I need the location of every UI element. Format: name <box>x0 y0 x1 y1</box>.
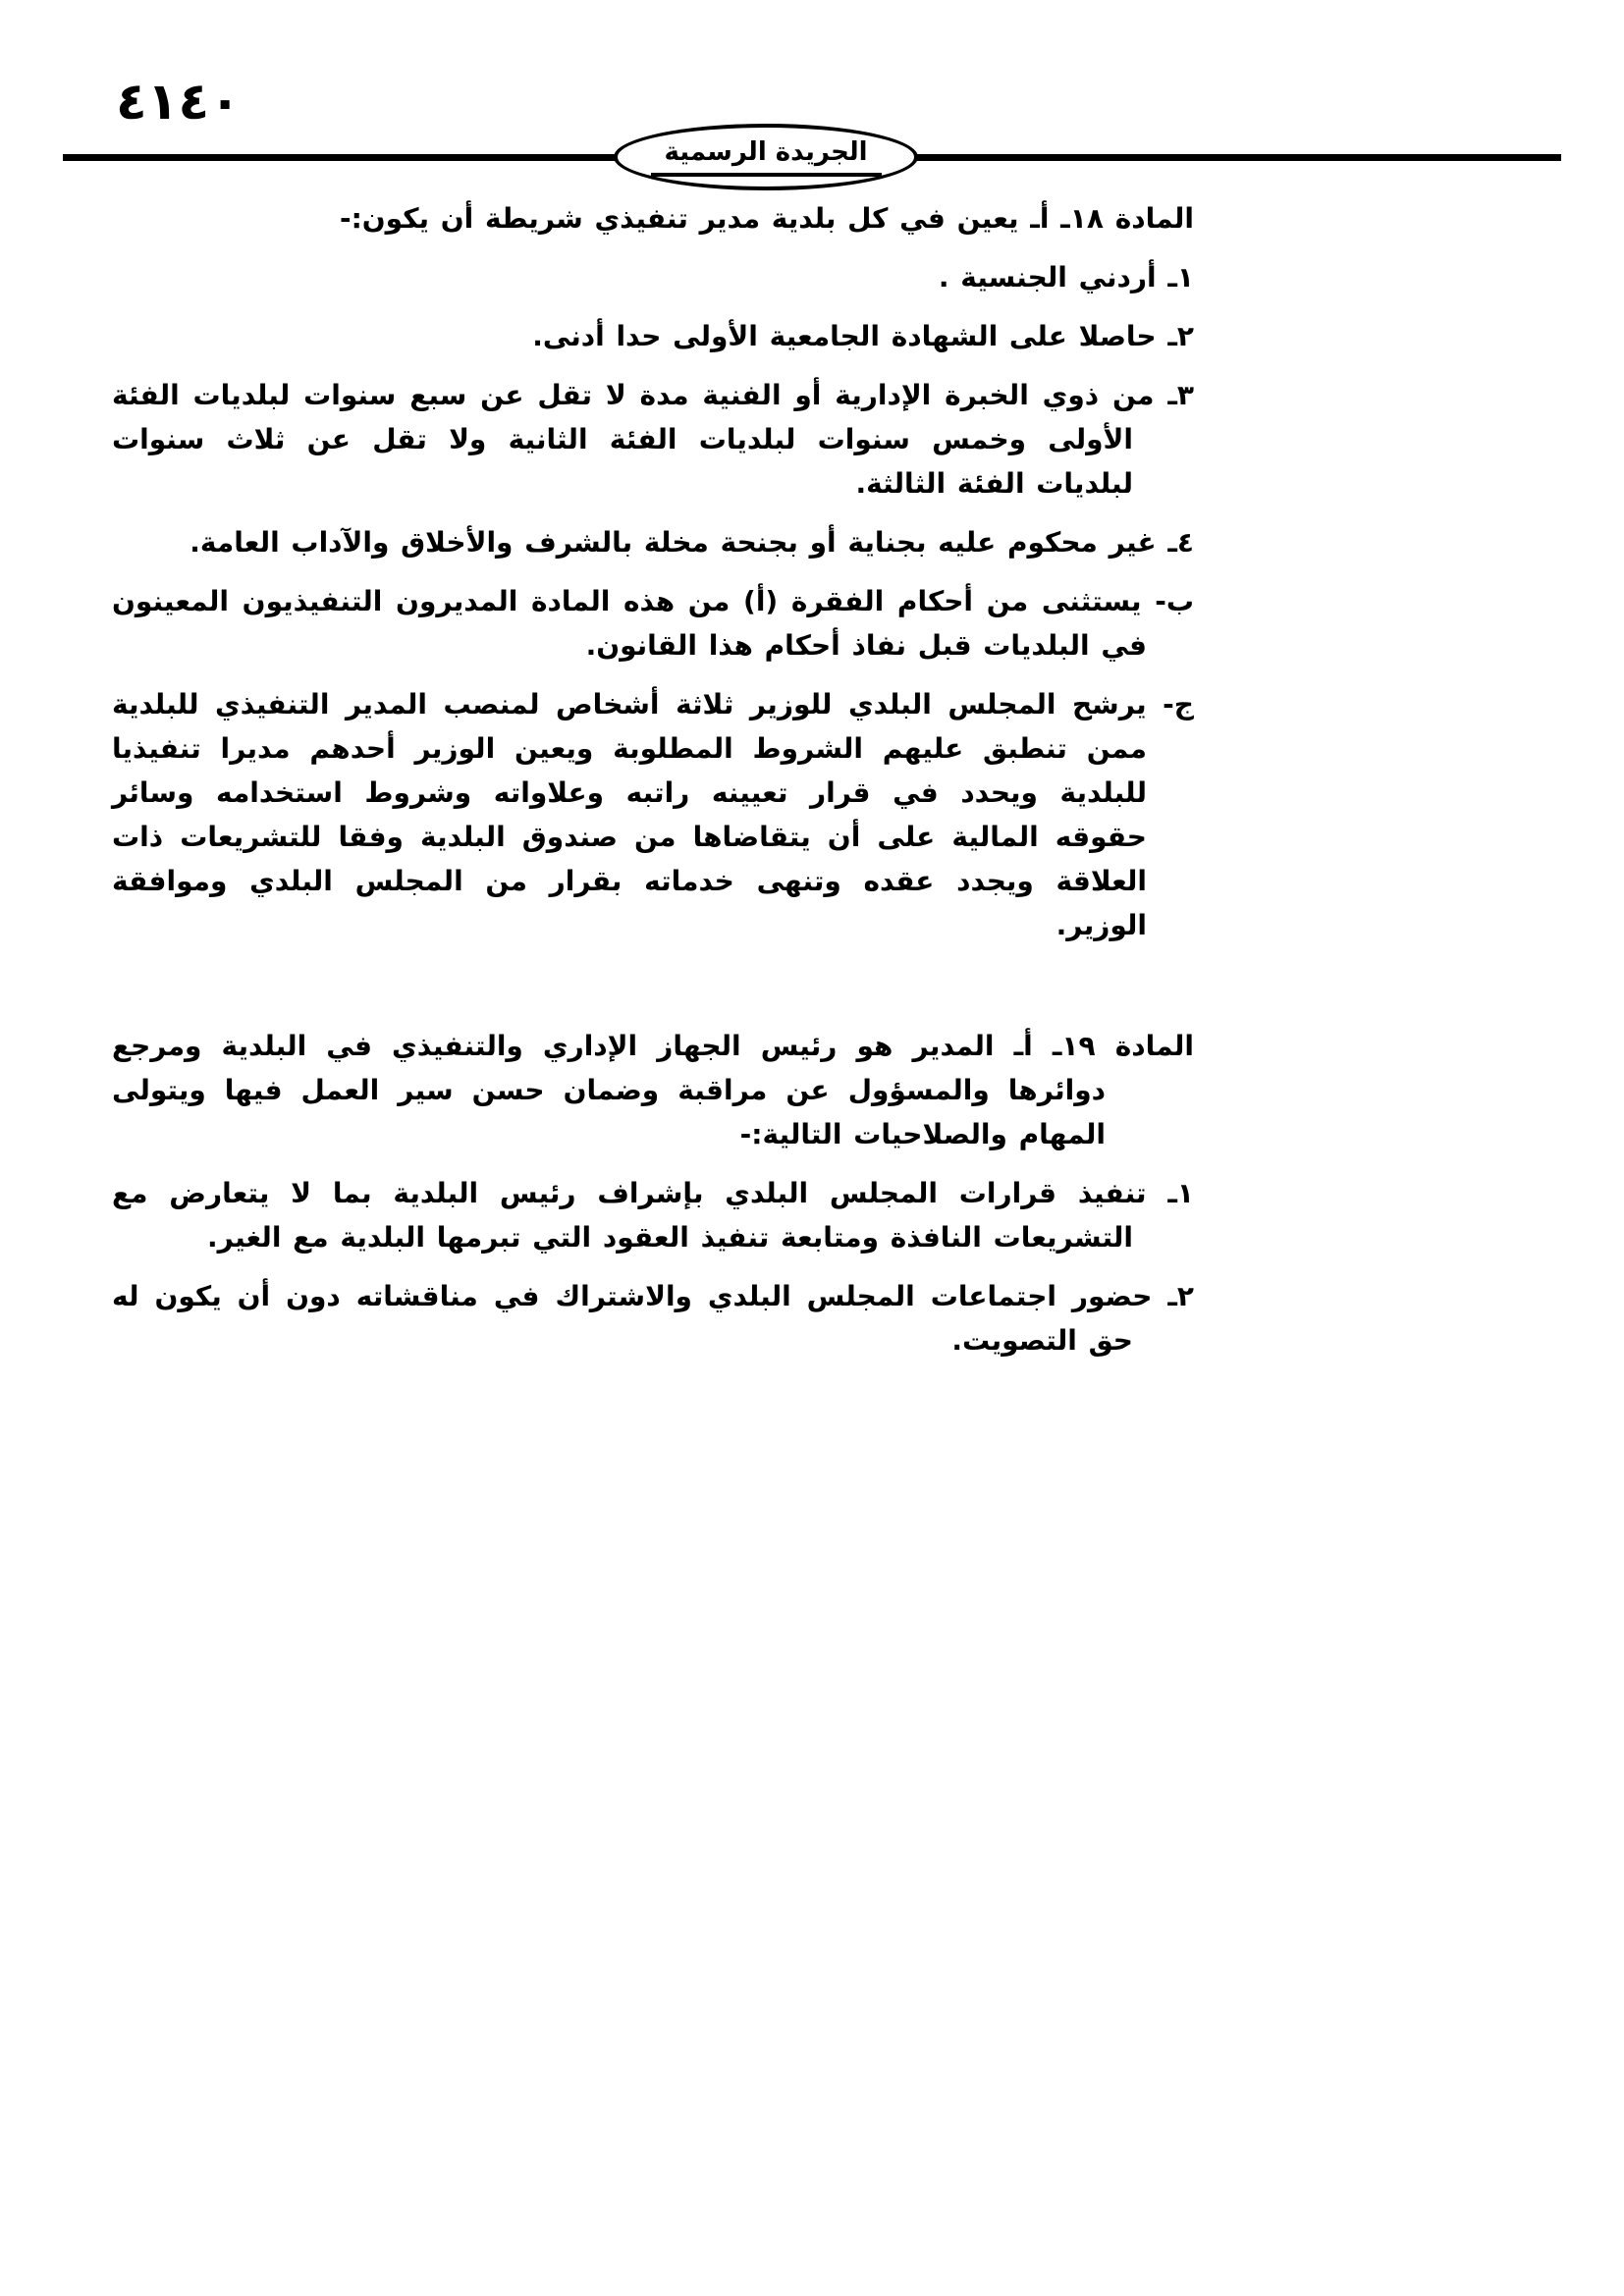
article-19-item-1: ١ـ تنفيذ قرارات المجلس البلدي بإشراف رئيس البلدية بما لا يتعارض مع التشريعات النافذة ومتابعة تنفيذ العقود التي تبرمها البلدية مع الغير. <box>112 1177 1194 1254</box>
article-18-item-3: ٣ـ من ذوي الخبرة الإدارية أو الفنية مدة لا تقل عن سبع سنوات لبلديات الفئة الأولى وخمس سنوات لبلديات الفئة الثانية ولا تقل عن ثلاث سنوات لبلديات الفئة الثالثة. <box>112 379 1194 500</box>
gazette-badge-label: الجريدة الرسمية <box>651 137 882 177</box>
article-18-intro: المادة ١٨ـ أـ يعين في كل بلدية مدير تنفيذي شريطة أن يكون:- <box>339 202 1194 235</box>
article-18-item-2: ٢ـ حاصلا على الشهادة الجامعية الأولى حدا أدنى. <box>532 320 1194 352</box>
gazette-badge <box>614 124 918 190</box>
article-18-clause-j: ج- يرشح المجلس البلدي للوزير ثلاثة أشخاص لمنصب المدير التنفيذي للبلدية ممن تنطبق عليهم الشروط المطلوبة ويعين الوزير أحدهم مديرا تنفيذيا للبلدية ويحدد في قرار تعيينه راتبه وعلاواته وشروط استخدامه وسائر حقوقه المالية على أن يتقاضاها من صندوق البلدية وفقا للتشريعات ذات العلاقة ويجدد عقده وتنهى خدماته بقرار من المجلس البلدي وموافقة الوزير. <box>112 688 1194 941</box>
document-body <box>112 196 1194 1377</box>
page-number: ٤١٤٠ <box>116 73 241 132</box>
article-19-item-2: ٢ـ حضور اجتماعات المجلس البلدي والاشتراك في مناقشاته دون أن يكون له حق التصويت. <box>112 1280 1194 1357</box>
article-18-item-4: ٤ـ غير محكوم عليه بجناية أو بجنحة مخلة بالشرف والأخلاق والآداب العامة. <box>189 526 1194 559</box>
article-18-item-1: ١ـ أردني الجنسية . <box>938 261 1194 294</box>
article-19-intro: المادة ١٩ـ أـ المدير هو رئيس الجهاز الإداري والتنفيذي في البلدية ومرجع دوائرها والمسؤول عن مراقبة وضمان حسن سير العمل فيها ويتولى المهام والصلاحيات التالية:- <box>112 1030 1194 1150</box>
article-18-clause-b: ب- يستثنى من أحكام الفقرة (أ) من هذه المادة المديرون التنفيذيون المعينون في البلديات قبل نفاذ أحكام هذا القانون. <box>112 585 1194 662</box>
